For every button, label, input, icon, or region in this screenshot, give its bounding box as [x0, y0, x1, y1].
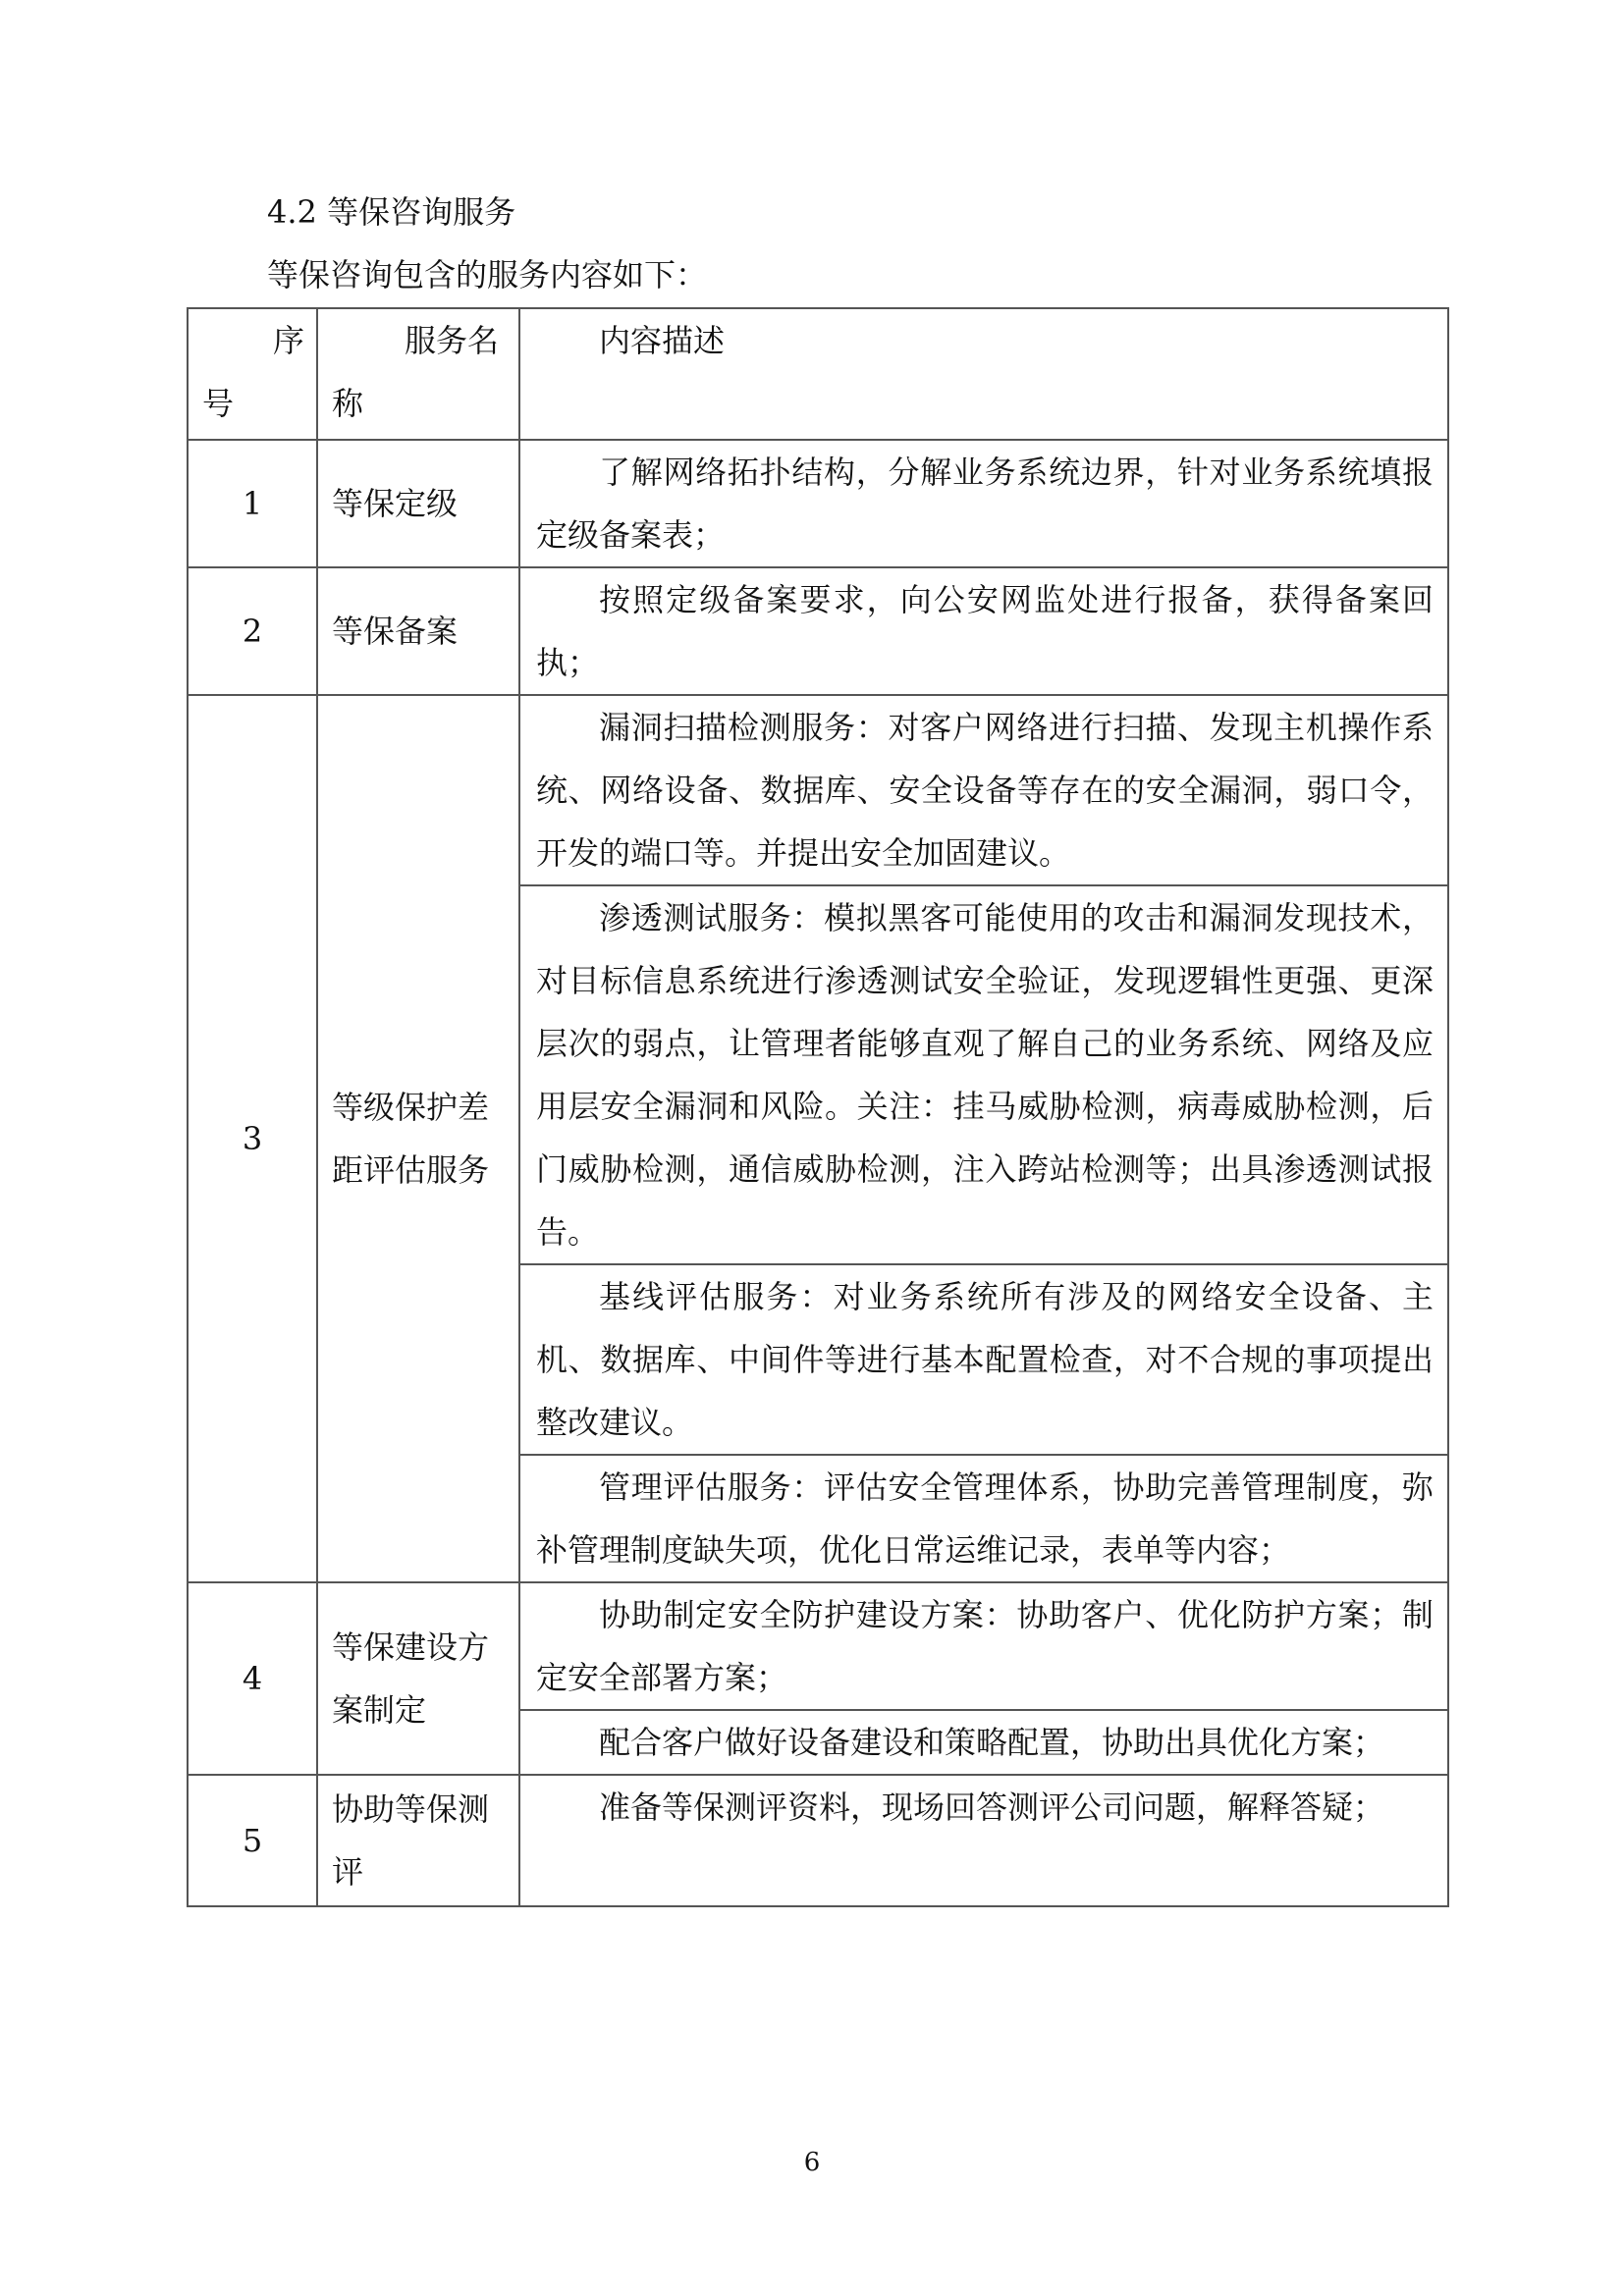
- row-desc: 了解网络拓扑结构，分解业务系统边界，针对业务系统填报定级备案表；: [519, 440, 1448, 567]
- header-desc: 内容描述: [599, 322, 726, 359]
- row-num: 1: [188, 440, 317, 567]
- row-name: 等保建设方案制定: [317, 1582, 519, 1775]
- row-name: 等级保护差距评估服务: [317, 695, 519, 1582]
- table-row: [188, 440, 1448, 567]
- table-row: [188, 1775, 1448, 1906]
- header-num-top: 序: [272, 322, 304, 359]
- page-number: 6: [803, 2148, 821, 2177]
- intro-paragraph: 等保咨询包含的服务内容如下：: [267, 256, 708, 294]
- services-table: [187, 307, 1449, 1907]
- header-name-cell: [317, 308, 519, 440]
- row-desc: 按照定级备案要求，向公安网监处进行报备，获得备案回执；: [519, 567, 1448, 695]
- header-name-bottom: 称: [332, 385, 364, 422]
- header-name-top: 服务名: [404, 322, 499, 359]
- table-row: [188, 1582, 1448, 1710]
- row-name: 等保定级: [317, 440, 519, 567]
- section-heading: 4.2 等保咨询服务: [267, 193, 516, 231]
- row-desc: 管理评估服务：评估安全管理体系，协助完善管理制度，弥补管理制度缺失项，优化日常运维记录，表单等内容；: [519, 1455, 1448, 1582]
- row-num: 3: [188, 695, 317, 1582]
- row-desc: 漏洞扫描检测服务：对客户网络进行扫描、发现主机操作系统、网络设备、数据库、安全设备等存在的安全漏洞，弱口令，开发的端口等。并提出安全加固建议。: [519, 695, 1448, 885]
- row-desc: 协助制定安全防护建设方案：协助客户、优化防护方案；制定安全部署方案；: [519, 1582, 1448, 1710]
- row-num: 2: [188, 567, 317, 695]
- row-desc: 基线评估服务：对业务系统所有涉及的网络安全设备、主机、数据库、中间件等进行基本配置检查，对不合规的事项提出整改建议。: [519, 1264, 1448, 1455]
- row-name: 协助等保测评: [317, 1775, 519, 1906]
- row-desc: 配合客户做好设备建设和策略配置，协助出具优化方案；: [519, 1710, 1448, 1775]
- row-num: 4: [188, 1582, 317, 1775]
- row-name: 等保备案: [317, 567, 519, 695]
- table-header-row: [188, 308, 1448, 440]
- table-row: [188, 567, 1448, 695]
- header-num-cell: [188, 308, 317, 440]
- row-desc: 渗透测试服务：模拟黑客可能使用的攻击和漏洞发现技术，对目标信息系统进行渗透测试安全验证，发现逻辑性更强、更深层次的弱点，让管理者能够直观了解自己的业务系统、网络及应用层安全漏洞和风险。关注：挂马威胁检测，病毒威胁检测，后门威胁检测，通信威胁检测，注入跨站检测等；出具渗透测试报告。: [519, 885, 1448, 1264]
- header-num-bottom: 号: [202, 385, 235, 422]
- row-num: 5: [188, 1775, 317, 1906]
- row-desc: 准备等保测评资料，现场回答测评公司问题，解释答疑；: [519, 1775, 1448, 1906]
- header-desc-cell: [519, 308, 1448, 440]
- table-row: [188, 695, 1448, 885]
